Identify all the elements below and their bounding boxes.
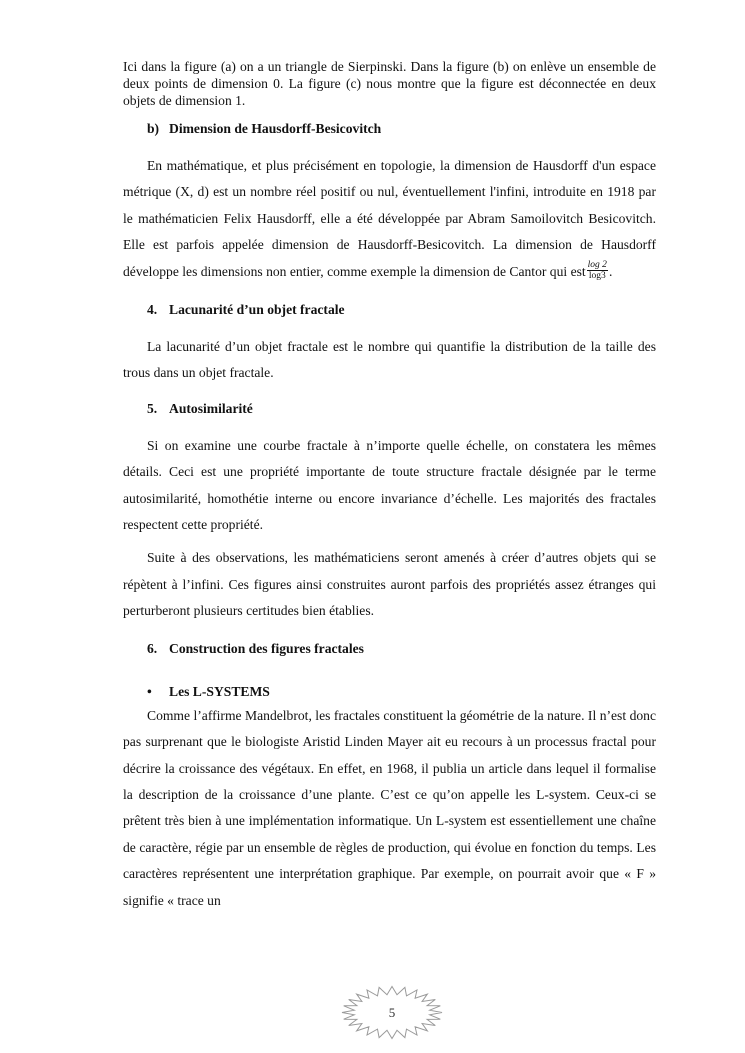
heading-number: b) <box>147 121 160 136</box>
fraction-denominator: log3 <box>587 270 608 281</box>
autosimilarite-paragraph-2: Suite à des observations, les mathématiciens seront amenés à créer d’autres objets qui se répètent à l’infini. Ces figures ainsi construites auront parfois des propriétés assez étranges qui perturberont plusieurs certitudes bien établies. <box>123 550 656 619</box>
heading-construction <box>123 640 656 658</box>
heading-title: Autosimilarité <box>169 400 253 416</box>
lsystems-paragraph: Comme l’affirme Mandelbrot, les fractales constituent la géométrie de la nature. Il n’est donc pas surprenant que le biologiste Aristid Linden Mayer ait eu recours à un processus fractal pour décrire la croissance des végétaux. En effet, en 1968, il publia un article dans lequel il formalise la description de la croissance d’une plante. C’est ce qu’on appelle les L-system. Ceux-ci se prêtent très bien à une implémentation informatique. Un L-system est essentiellement une chaîne de caractère, régie par un ensemble de règles de production, qui évolue en fonction du temps. Les caractères représentent une interprétation graphique. Par exemple, on pourrait avoir que « F » signifie « trace un <box>123 707 656 908</box>
heading-lsystems <box>123 683 656 701</box>
intro-paragraph: Ici dans la figure (a) on a un triangle de Sierpinski. Dans la figure (b) on enlève un ensemble de deux points de dimension 0. La figure (c) nous montre que la figure est déconnectée en deux objets de dimension 1. <box>123 59 656 108</box>
hausdorff-text: En mathématique, et plus précisément en topologie, la dimension de Hausdorff d'un espace métrique (X, d) est un nombre réel positif ou nul, éventuellement l'infini, introduite en 1918 par le mathématicien Felix Hausdorff, elle a été développée par Abram Samoilovitch Besicovitch. Elle est parfois appelée dimension de Hausdorff-Besicovitch. La dimension de Hausdorff développe les dimensions non entier, comme exemple la dimension de Cantor qui est <box>123 158 656 279</box>
lacunarite-paragraph: La lacunarité d’un objet fractale est le nombre qui quantifie la distribution de la taille des trous dans un objet fractale. <box>123 339 656 381</box>
hausdorff-end: . <box>608 263 613 279</box>
heading-title: Les L-SYSTEMS <box>169 683 270 699</box>
page-number: 5 <box>388 1005 396 1020</box>
document-page <box>123 58 656 914</box>
fraction-numerator: log 2 <box>587 260 607 270</box>
heading-number: 5. <box>147 400 158 416</box>
heading-number: 4. <box>147 302 158 318</box>
heading-autosimilarite <box>123 400 656 418</box>
heading-hausdorff <box>123 120 656 138</box>
page-footer <box>340 985 444 1040</box>
bullet-icon: • <box>147 683 152 699</box>
heading-title: Lacunarité d’un objet fractale <box>169 302 345 318</box>
cantor-fraction <box>587 260 608 281</box>
heading-title: Construction des figures fractales <box>169 640 364 656</box>
autosimilarite-paragraph-1: Si on examine une courbe fractale à n’importe quelle échelle, on constatera les mêmes détails. Ceci est une propriété importante de toute structure fractale désignée par le terme autosimilarité, homothétie interne ou encore invariance d’échelle. Les majorités des fractales respectent cette propriété. <box>123 437 656 533</box>
heading-title: Dimension de Hausdorff-Besicovitch <box>169 121 382 136</box>
heading-lacunarite <box>123 301 656 319</box>
heading-number: 6. <box>147 640 158 656</box>
hausdorff-paragraph <box>123 153 656 285</box>
